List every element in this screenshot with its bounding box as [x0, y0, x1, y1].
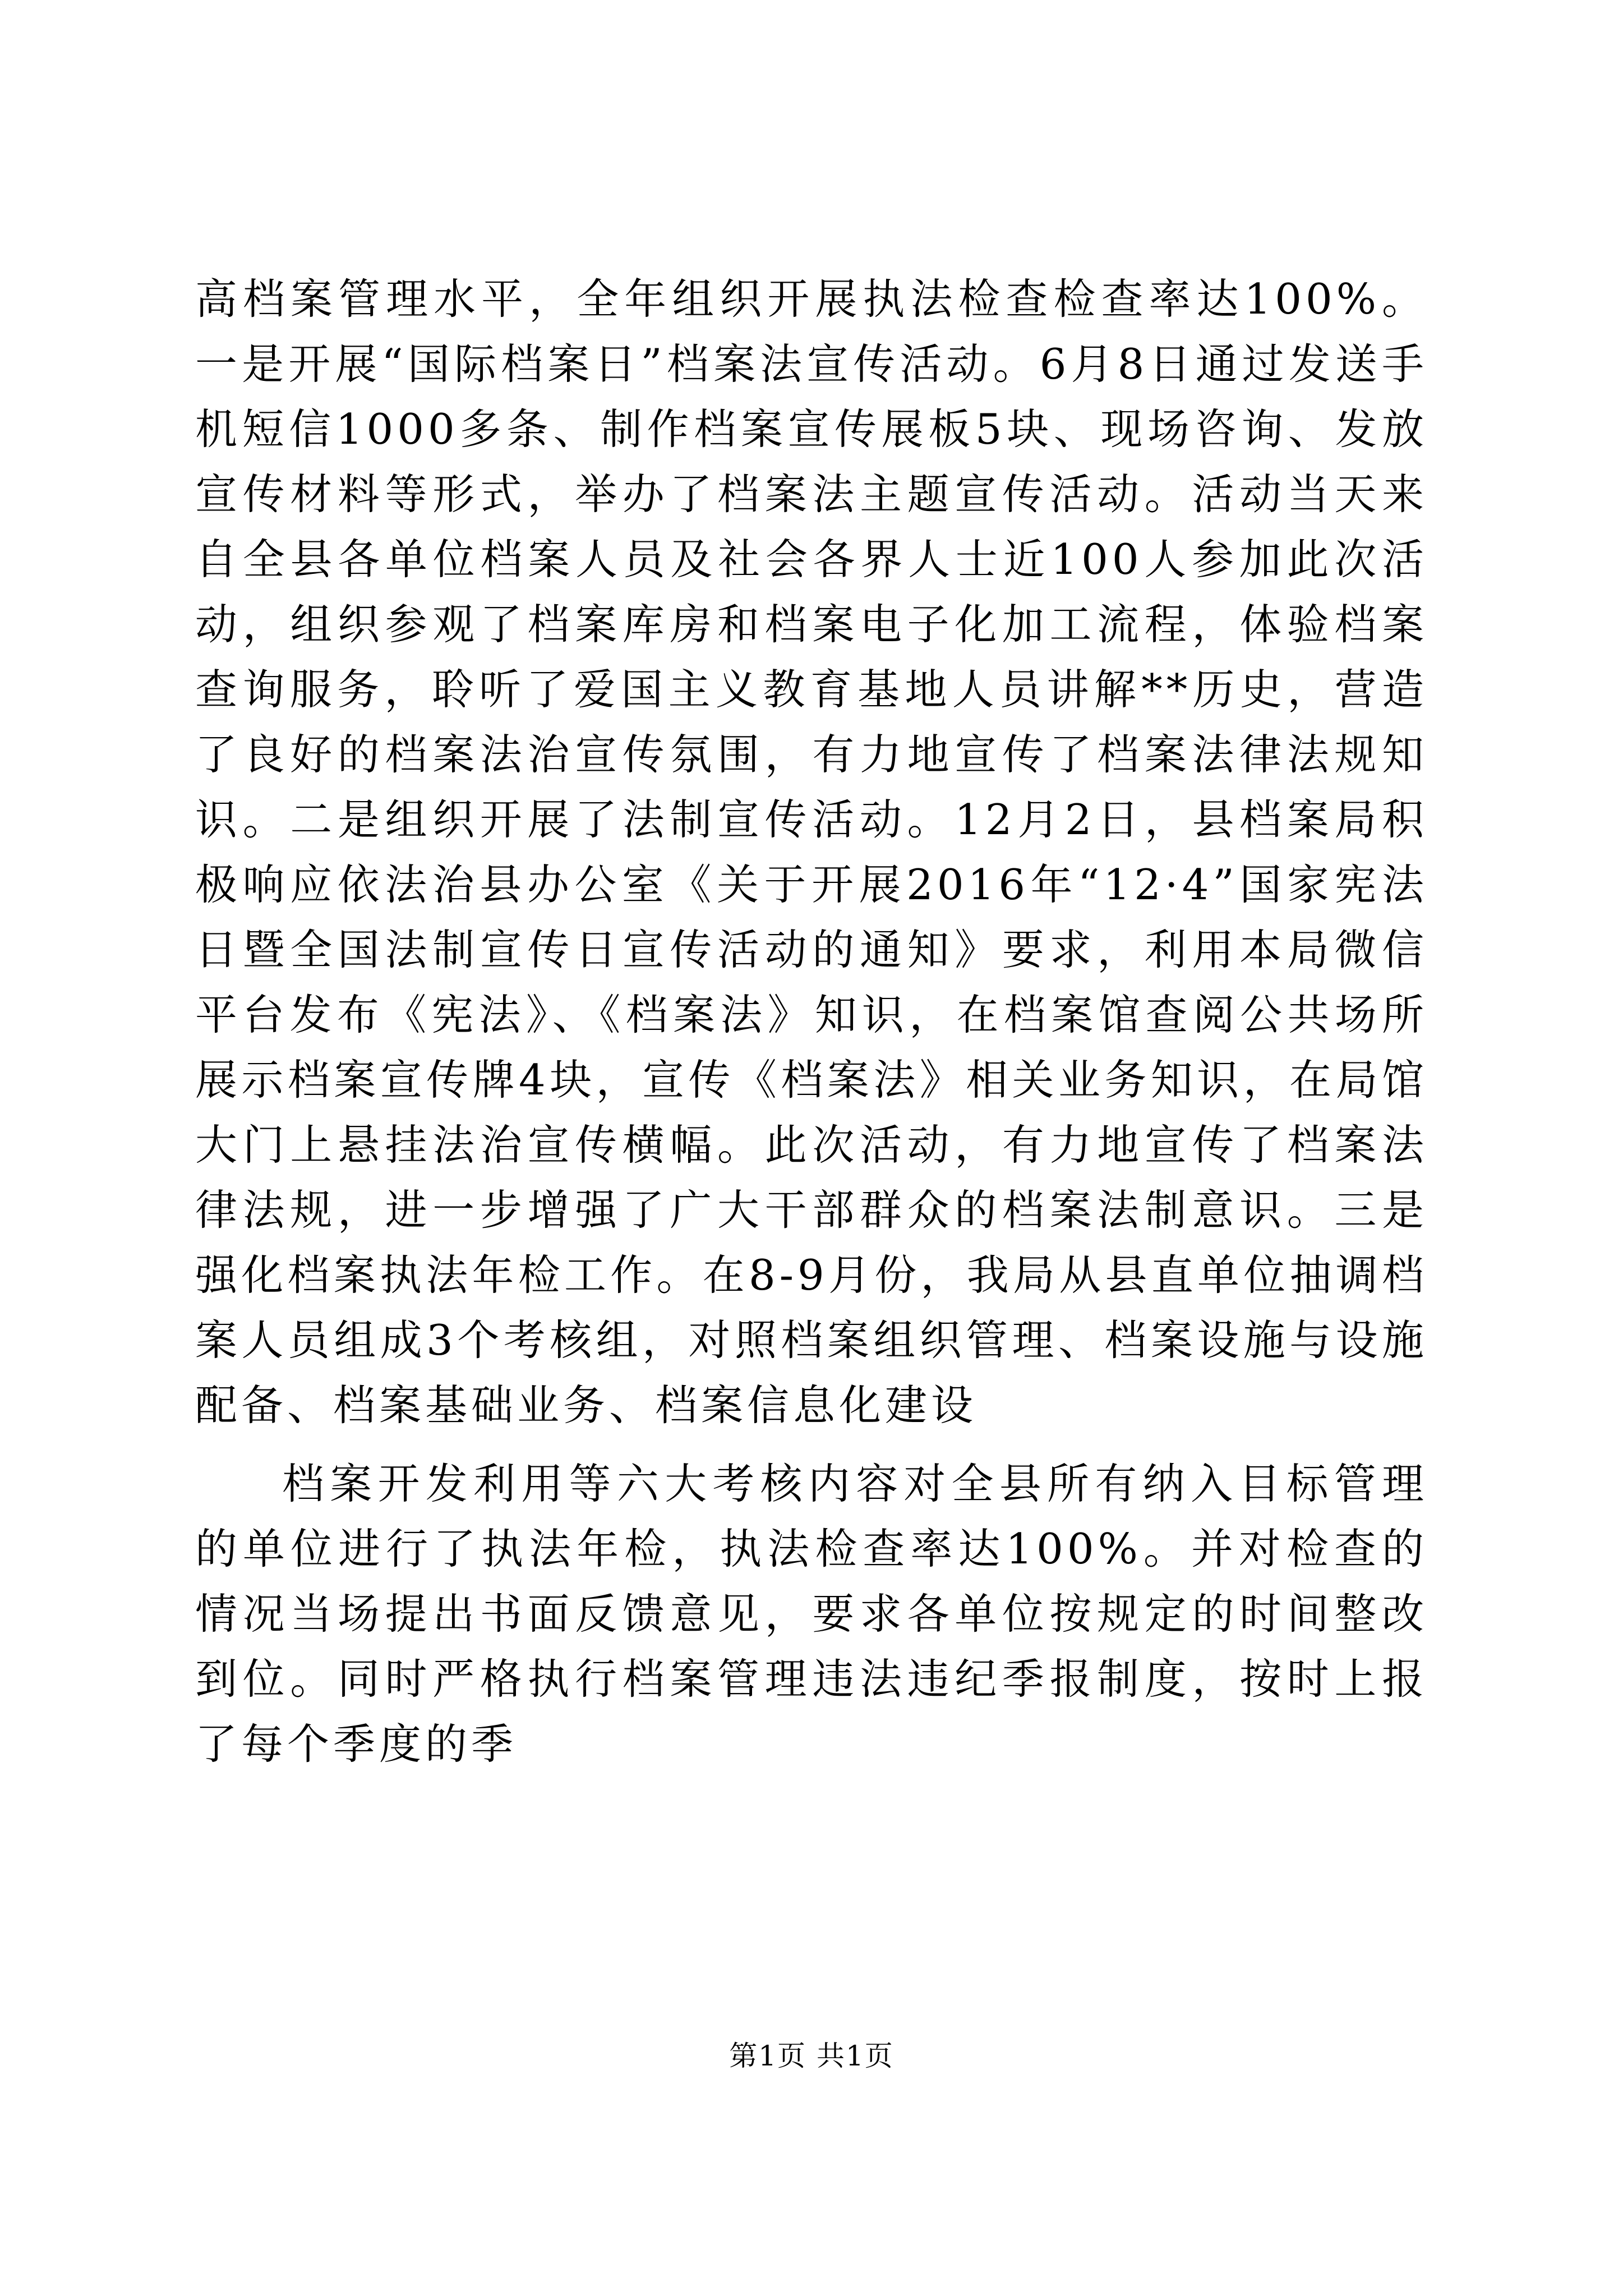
- document-body: [195, 266, 1428, 1777]
- paragraph-2: 档案开发利用等六大考核内容对全县所有纳入目标管理的单位进行了执法年检，执法检查率达100%。并对检查的情况当场提出书面反馈意见，要求各单位按规定的时间整改到位。同时严格执行档案管理违法违纪季报制度，按时上报了每个季度的季: [195, 1459, 1428, 1769]
- paragraph-1: 高档案管理水平，全年组织开展执法检查检查率达100%。一是开展“国际档案日”档案法宣传活动。6月8日通过发送手机短信1000多条、制作档案宣传展板5块、现场咨询、发放宣传材料等形式，举办了档案法主题宣传活动。活动当天来自全县各单位档案人员及社会各界人士近100人参加此次活动，组织参观了档案库房和档案电子化加工流程，体验档案查询服务，聆听了爱国主义教育基地人员讲解**历史，营造了良好的档案法治宣传氛围，有力地宣传了档案法律法规知识。二是组织开展了法制宣传活动。12月2日，县档案局积极响应依法治县办公室《关于开展2016年“12·4”国家宪法日暨全国法制宣传日宣传活动的通知》要求，利用本局微信平台发布《宪法》、《档案法》知识，在档案馆查阅公共场所展示档案宣传牌4块，宣传《档案法》相关业务知识，在局馆大门上悬挂法治宣传横幅。此次活动，有力地宣传了档案法律法规，进一步增强了广大干部群众的档案法制意识。三是强化档案执法年检工作。在8-9月份，我局从县直单位抽调档案人员组成3个考核组，对照档案组织管理、档案设施与设施配备、档案基础业务、档案信息化建设: [195, 274, 1428, 1430]
- page-number-footer: 第1页 共1页: [729, 2040, 894, 2072]
